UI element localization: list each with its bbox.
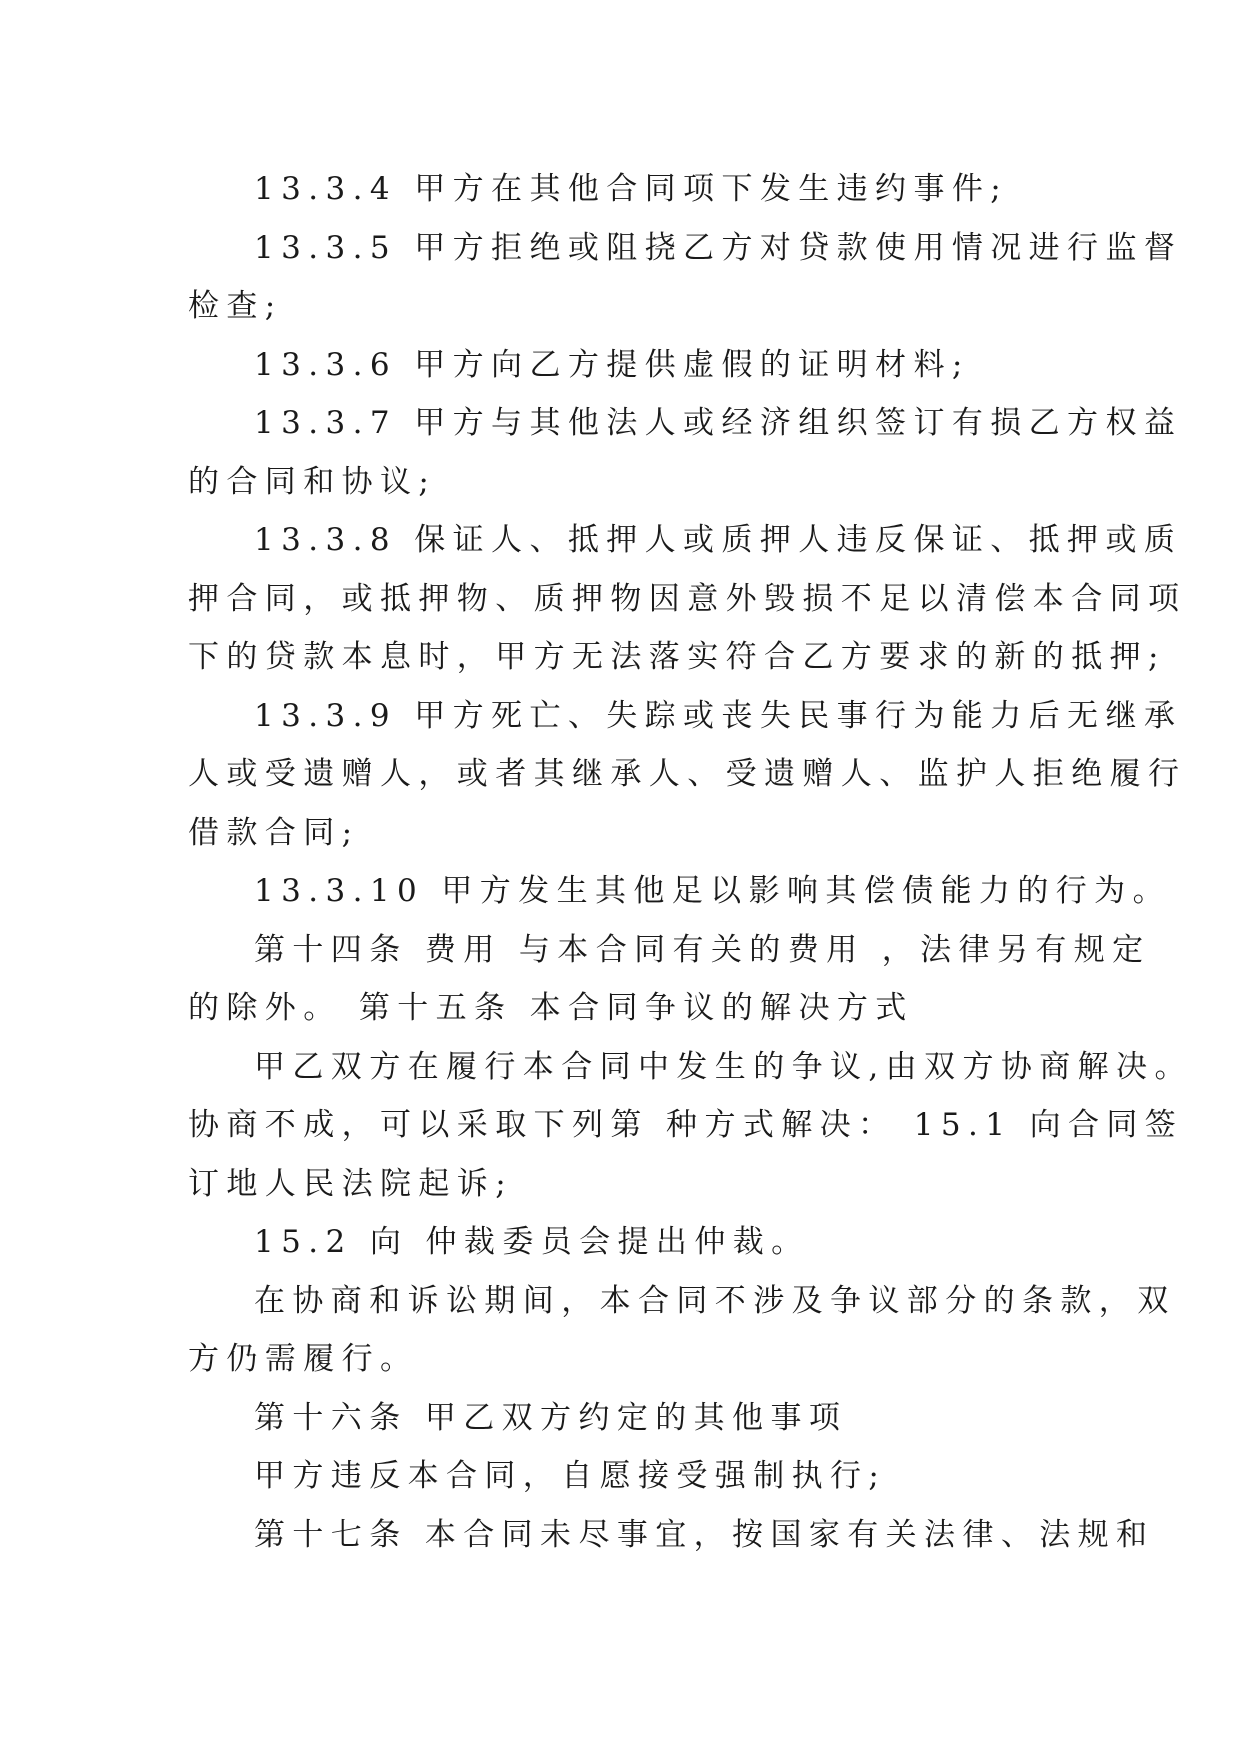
article-16-content: 甲方违反本合同，自愿接受强制执行; bbox=[254, 1458, 887, 1494]
article-17: 第十七条 本合同未尽事宜，按国家有关法律、法规和 bbox=[254, 1516, 1155, 1553]
litigation-period-paragraph: 在协商和诉讼期间，本合同不涉及争议部分的条款，双 bbox=[254, 1282, 1176, 1319]
dispute-resolution-continued: 协商不成，可以采取下列第 种方式解决： 15.1 向合同签 bbox=[188, 1107, 1184, 1143]
clause-13-3-8: 13.3.8 保证人、抵押人或质押人违反保证、抵押或质 bbox=[254, 522, 1183, 558]
litigation-period-continued: 方仍需履行。 bbox=[188, 1341, 419, 1377]
clause-13-3-9-continued-2: 借款合同; bbox=[188, 814, 360, 851]
clause-13-3-9: 13.3.9 甲方死亡、失踪或丧失民事行为能力后无继承 bbox=[254, 697, 1183, 734]
article-14-fees: 第十四条 费用 与本合同有关的费用 ，法律另有规定 bbox=[254, 931, 1151, 968]
clause-13-3-9-continued-1: 人或受遗赠人，或者其继承人、受遗赠人、监护人拒绝履行 bbox=[188, 756, 1187, 792]
clause-13-3-7: 13.3.7 甲方与其他法人或经济组织签订有损乙方权益 bbox=[254, 405, 1183, 441]
clause-13-3-10: 13.3.10 甲方发生其他足以影响其偿债能力的行为。 bbox=[254, 873, 1171, 909]
clause-15-2: 15.2 向 仲裁委员会提出仲裁。 bbox=[254, 1224, 810, 1260]
clause-13-3-4: 13.3.4 甲方在其他合同项下发生违约事件; bbox=[254, 171, 1009, 207]
article-16-heading: 第十六条 甲乙双方约定的其他事项 bbox=[254, 1399, 848, 1436]
clause-13-3-6: 13.3.6 甲方向乙方提供虚假的证明材料; bbox=[254, 346, 970, 383]
clause-13-3-7-continued: 的合同和协议; bbox=[188, 463, 437, 500]
document-body bbox=[188, 160, 1193, 1564]
clause-13-3-5: 13.3.5 甲方拒绝或阻挠乙方对贷款使用情况进行监督 bbox=[254, 229, 1183, 266]
clause-15-1-continued: 订地人民法院起诉; bbox=[188, 1165, 514, 1202]
clause-13-3-5-continued: 检查; bbox=[188, 288, 283, 324]
dispute-resolution-paragraph: 甲乙双方在履行本合同中发生的争议,由双方协商解决。 bbox=[254, 1048, 1193, 1085]
clause-13-3-8-continued-2: 下的贷款本息时，甲方无法落实符合乙方要求的新的抵押; bbox=[188, 639, 1166, 675]
article-14-15-continued: 的除外。 第十五条 本合同争议的解决方式 bbox=[188, 990, 914, 1026]
clause-13-3-8-continued-1: 押合同，或抵押物、质押物因意外毁损不足以清偿本合同项 bbox=[188, 580, 1187, 617]
